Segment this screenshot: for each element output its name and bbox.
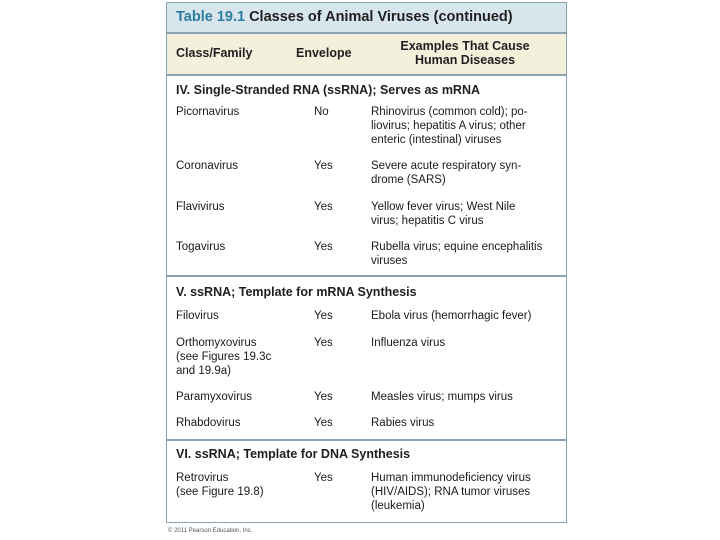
envelope-cell: Yes bbox=[314, 472, 333, 484]
examples-cell bbox=[371, 200, 563, 228]
section-divider bbox=[167, 439, 566, 441]
column-header-band bbox=[167, 34, 566, 74]
class-cell: Flavivirus bbox=[176, 201, 225, 213]
examples-line: viruses bbox=[371, 255, 408, 267]
examples-line: Yellow fever virus; West Nile bbox=[371, 201, 516, 213]
section-title: IV. Single-Stranded RNA (ssRNA); Serves as mRNA bbox=[176, 83, 481, 97]
examples-cell bbox=[371, 240, 563, 268]
examples-cell bbox=[371, 416, 563, 430]
class-line: and 19.9a) bbox=[176, 365, 231, 377]
examples-line: Rabies virus bbox=[371, 417, 435, 429]
examples-line: Severe acute respiratory syn- bbox=[371, 160, 522, 172]
class-cell: Paramyxovirus bbox=[176, 391, 253, 403]
section-title: VI. ssRNA; Template for DNA Synthesis bbox=[176, 447, 411, 461]
examples-line: liovirus; hepatitis A virus; other bbox=[371, 120, 526, 132]
class-line: (see Figures 19.3c bbox=[176, 351, 272, 363]
copyright-footer: © 2011 Pearson Education, Inc. bbox=[168, 528, 253, 534]
examples-line: Measles virus; mumps virus bbox=[371, 391, 513, 403]
section-title: V. ssRNA; Template for mRNA Synthesis bbox=[176, 285, 417, 299]
class-line: Orthomyxovirus bbox=[176, 337, 257, 349]
table-title-bar bbox=[167, 3, 566, 32]
examples-cell bbox=[371, 159, 563, 187]
examples-cell bbox=[371, 390, 563, 404]
examples-cell bbox=[371, 336, 563, 350]
examples-line: Ebola virus (hemorrhagic fever) bbox=[371, 310, 532, 322]
envelope-cell: Yes bbox=[314, 391, 333, 403]
class-line: (see Figure 19.8) bbox=[176, 486, 264, 498]
class-cell: Picornavirus bbox=[176, 106, 240, 118]
table-title-text: Classes of Animal Viruses (continued) bbox=[249, 9, 513, 25]
class-cell: Coronavirus bbox=[176, 160, 238, 172]
envelope-cell: No bbox=[314, 106, 329, 118]
examples-cell bbox=[371, 471, 563, 513]
examples-line: Human immunodeficiency virus bbox=[371, 472, 531, 484]
column-header-class: Class/Family bbox=[176, 46, 253, 60]
envelope-cell: Yes bbox=[314, 337, 333, 349]
envelope-cell: Yes bbox=[314, 310, 333, 322]
envelope-cell: Yes bbox=[314, 160, 333, 172]
column-header-envelope: Envelope bbox=[296, 46, 352, 60]
envelope-cell: Yes bbox=[314, 417, 333, 429]
section-divider bbox=[167, 275, 566, 277]
examples-line: (leukemia) bbox=[371, 500, 425, 512]
class-cell: Filovirus bbox=[176, 310, 219, 322]
examples-line: Influenza virus bbox=[371, 337, 446, 349]
class-cell bbox=[176, 471, 301, 499]
examples-line: virus; hepatitis C virus bbox=[371, 215, 484, 227]
column-header-examples-line2: Human Diseases bbox=[414, 53, 516, 67]
examples-cell bbox=[371, 309, 563, 323]
examples-line: (HIV/AIDS); RNA tumor viruses bbox=[371, 486, 531, 498]
table-number: Table 19.1 bbox=[176, 9, 246, 25]
class-cell: Togavirus bbox=[176, 241, 226, 253]
examples-line: Rubella virus; equine encephalitis bbox=[371, 241, 543, 253]
table-title bbox=[176, 9, 513, 25]
envelope-cell: Yes bbox=[314, 201, 333, 213]
column-header-examples-line1: Examples That Cause bbox=[400, 39, 530, 53]
virus-classes-table bbox=[166, 2, 567, 523]
examples-line: drome (SARS) bbox=[371, 174, 446, 186]
envelope-cell: Yes bbox=[314, 241, 333, 253]
examples-line: Rhinovirus (common cold); po- bbox=[371, 106, 528, 118]
class-cell bbox=[176, 336, 301, 378]
header-divider bbox=[167, 74, 566, 76]
examples-cell bbox=[371, 105, 563, 147]
examples-line: enteric (intestinal) viruses bbox=[371, 134, 502, 146]
class-line: Retrovirus bbox=[176, 472, 229, 484]
class-cell: Rhabdovirus bbox=[176, 417, 241, 429]
